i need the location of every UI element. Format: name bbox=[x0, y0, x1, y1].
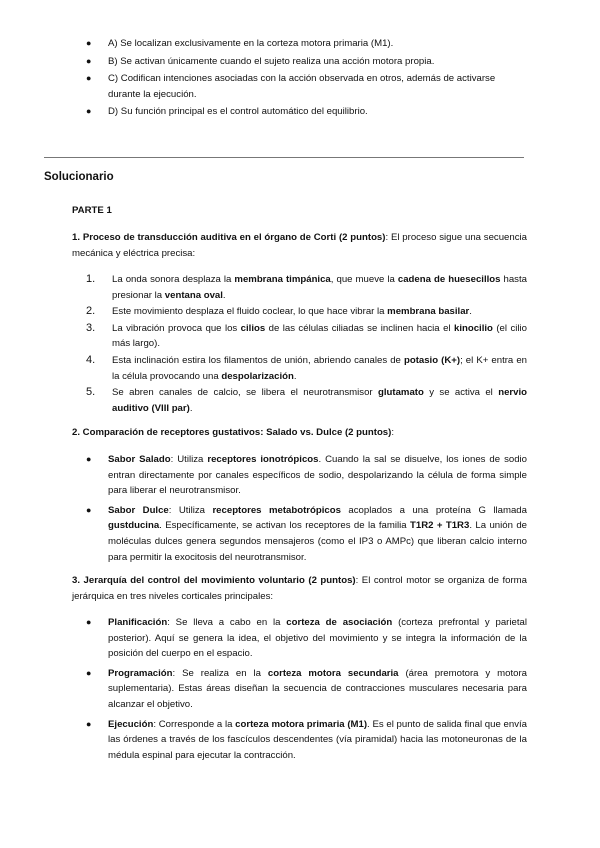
text-run: de las células ciliadas se inclinen hacia el bbox=[265, 322, 454, 334]
q2-item bbox=[86, 452, 527, 499]
text-run: La vibración provoca que los bbox=[112, 322, 241, 334]
bullet-icon: ● bbox=[86, 55, 92, 66]
bold-term: T1R2 + T1R3 bbox=[410, 520, 470, 532]
bold-term: receptores ionotrópicos bbox=[207, 454, 319, 465]
text-run: : Se lleva a cabo en la bbox=[167, 617, 287, 628]
text-run: . La unión de moléculas dulces genera segundos mensajeros (como el IP3 o AMPc) que liberan calcio interno para permitir la exocitosis del neurotransmisor. bbox=[108, 520, 528, 563]
text-run: : Corresponde a la bbox=[153, 718, 236, 730]
q3-item-text bbox=[108, 668, 527, 710]
text-run: y se activa el bbox=[423, 387, 499, 399]
bold-term: Programación bbox=[108, 667, 173, 679]
q2-intro: : bbox=[391, 427, 395, 438]
option-text: B) Se activan únicamente cuando el sujeto realiza una acción motora propia. bbox=[108, 55, 435, 67]
q1-paragraph bbox=[72, 230, 527, 261]
q3-list bbox=[86, 615, 527, 767]
q1-step bbox=[86, 304, 527, 320]
text-run: acoplados a una proteína G llamada bbox=[340, 504, 527, 516]
bold-term: potasio (K+) bbox=[403, 354, 461, 366]
bullet-icon: ● bbox=[86, 73, 92, 84]
step-number: 5. bbox=[86, 386, 96, 399]
bold-term: Ejecución bbox=[108, 718, 154, 730]
q3-item-text bbox=[108, 617, 527, 659]
text-run: , que mueve la bbox=[330, 274, 398, 285]
bold-term: Sabor Salado bbox=[108, 454, 171, 465]
bold-term: cilios bbox=[240, 322, 266, 334]
bold-term: kinocilio bbox=[454, 322, 493, 334]
option-item bbox=[86, 54, 526, 70]
bold-term: Planificación bbox=[108, 617, 168, 628]
step-number: 1. bbox=[86, 273, 96, 285]
q1-step bbox=[86, 321, 527, 352]
part-heading: PARTE 1 bbox=[72, 205, 112, 216]
bold-term: corteza de asociación bbox=[286, 617, 393, 628]
text-run: hasta presionar la bbox=[112, 274, 527, 301]
q3-item bbox=[86, 666, 527, 713]
text-run: ; el K+ entra en la célula provocando una bbox=[112, 354, 527, 382]
text-run: (área premotora y motora suplementaria). Estas áreas diseñan la secuencia de contracciones musculares necesaria para alcanzar el objetivo. bbox=[108, 667, 527, 710]
bold-term: glutamato bbox=[378, 387, 424, 399]
bullet-icon: ● bbox=[86, 617, 92, 627]
text-run: Este movimiento desplaza el fluido coclear, lo que hace vibrar la bbox=[112, 306, 388, 318]
q1-step bbox=[86, 272, 527, 303]
text-run: . Cuando la sal se disuelve, los iones de sodio entran directamente por canales específicos de sodio, despolarizando la célula de forma simple para liberar el neurotransmisor. bbox=[108, 454, 528, 497]
q1-steps-list bbox=[86, 272, 527, 417]
step-number: 4. bbox=[86, 353, 96, 366]
q3-item bbox=[86, 717, 527, 764]
q1-heading: 1. Proceso de transducción auditiva en el órgano de Corti (2 puntos) bbox=[72, 232, 386, 243]
step-text bbox=[112, 274, 527, 301]
q2-heading: 2. Comparación de receptores gustativos: Salado vs. Dulce (2 puntos) bbox=[72, 427, 392, 438]
text-run: Se abren canales de calcio, se libera el neurotransmisor bbox=[112, 387, 378, 399]
q2-item bbox=[86, 503, 527, 565]
bullet-icon: ● bbox=[86, 718, 92, 729]
q3-paragraph bbox=[72, 573, 527, 604]
step-text bbox=[112, 355, 527, 382]
bold-term: nervio auditivo (VIII par) bbox=[112, 387, 527, 414]
question-options-list bbox=[86, 36, 526, 122]
text-run: : Se realiza en la bbox=[172, 667, 268, 679]
q3-item bbox=[86, 615, 527, 662]
option-item bbox=[86, 104, 526, 120]
q2-item-text bbox=[108, 505, 527, 563]
bold-term: Sabor Dulce bbox=[108, 504, 169, 516]
section-divider bbox=[44, 157, 524, 158]
bold-term: despolarización bbox=[221, 370, 294, 382]
q1-step bbox=[86, 385, 527, 416]
text-run: : Utiliza bbox=[168, 504, 213, 516]
text-run: . Específicamente, se activan los receptores de la familia bbox=[159, 520, 410, 532]
option-text: D) Su función principal es el control automático del equilibrio. bbox=[108, 106, 368, 118]
bold-term: corteza motora primaria (M1) bbox=[235, 718, 368, 730]
q3-intro: : El control motor se organiza de forma jerárquica en tres niveles corticales principales: bbox=[72, 575, 527, 602]
bold-term: receptores metabotrópicos bbox=[212, 504, 341, 516]
option-text: C) Codifican intenciones asociadas con la acción observada en otros, además de activarse durante la ejecución. bbox=[108, 73, 496, 100]
q1-step bbox=[86, 353, 527, 384]
text-run: (el cilio más largo). bbox=[112, 322, 527, 350]
solucionario-heading: Solucionario bbox=[44, 171, 114, 183]
option-item bbox=[86, 36, 526, 52]
q2-item-text bbox=[108, 454, 527, 496]
text-run: La onda sonora desplaza la bbox=[112, 274, 235, 285]
bullet-icon: ● bbox=[86, 106, 92, 117]
text-run: . bbox=[222, 289, 226, 301]
text-run: . bbox=[189, 402, 193, 414]
q3-heading: 3. Jerarquía del control del movimiento voluntario (2 puntos) bbox=[72, 575, 356, 586]
text-run: . Es el punto de salida final que envía las órdenes a través de los fascículos descendentes (vía piramidal) hacia las motoneuronas de la médula espinal para ejecutar la contracción. bbox=[108, 718, 528, 761]
text-run: . bbox=[293, 370, 297, 382]
bold-term: corteza motora secundaria bbox=[267, 667, 399, 679]
text-run: (corteza prefrontal y parietal posterior). Aquí se genera la idea, el objetivo del movimiento y se integra la información de la posición del cuerpo en el espacio. bbox=[108, 617, 527, 660]
text-run: . bbox=[469, 306, 472, 318]
bold-term: gustducina bbox=[108, 520, 160, 532]
bullet-icon: ● bbox=[86, 504, 92, 515]
text-run: : Utiliza bbox=[170, 454, 208, 465]
step-text bbox=[112, 306, 472, 317]
bullet-icon: ● bbox=[86, 667, 92, 678]
step-text bbox=[112, 387, 527, 414]
bold-term: cadena de huesecillos bbox=[397, 274, 501, 285]
bullet-icon: ● bbox=[86, 38, 92, 48]
q3-item-text bbox=[108, 719, 527, 761]
option-text: A) Se localizan exclusivamente en la corteza motora primaria (M1). bbox=[108, 38, 394, 49]
bullet-icon: ● bbox=[86, 454, 92, 464]
q2-paragraph bbox=[72, 425, 527, 441]
step-number: 3. bbox=[86, 321, 96, 334]
step-number: 2. bbox=[86, 305, 96, 318]
bold-term: membrana timpánica bbox=[234, 274, 331, 285]
option-item bbox=[86, 71, 526, 102]
step-text bbox=[112, 323, 527, 350]
q1-intro: : El proceso sigue una secuencia mecánica y eléctrica precisa: bbox=[72, 232, 527, 259]
q2-list bbox=[86, 452, 527, 569]
bold-term: ventana oval bbox=[164, 289, 223, 301]
bold-term: membrana basilar bbox=[387, 306, 470, 318]
text-run: Esta inclinación estira los filamentos de unión, abriendo canales de bbox=[112, 354, 404, 366]
